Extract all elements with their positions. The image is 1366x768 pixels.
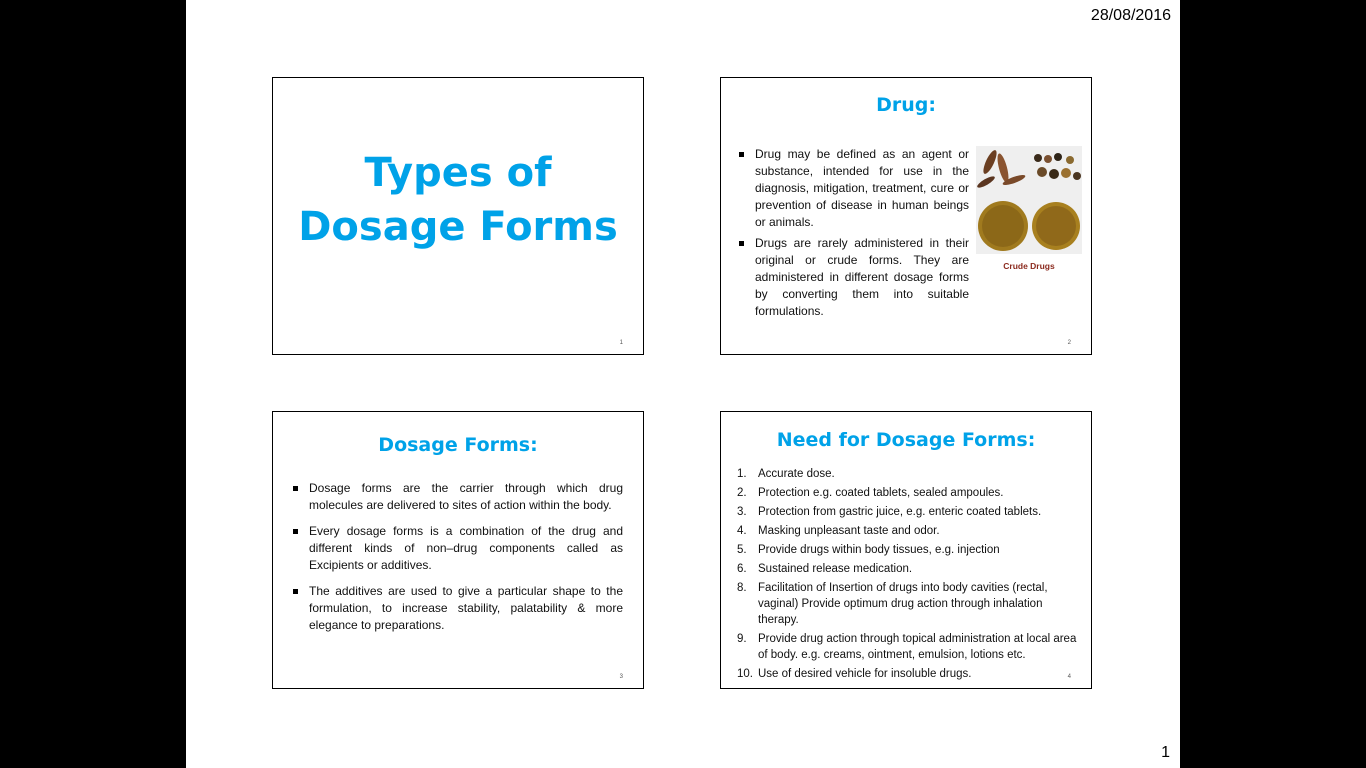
image-caption: Crude Drugs: [1003, 261, 1055, 271]
list-item: 9. Provide drug action through topical administration at local area of body. e.g. creams, ointment, emulsion, lotions etc.: [737, 633, 1077, 661]
slide-2-title: Drug:: [876, 94, 936, 116]
bullet: Drug may be defined as an agent or substance, intended for use in the diagnosis, mitigation, treatment, cure or prevention of disease in human beings or animals.: [737, 146, 969, 231]
slide-2[interactable]: [720, 77, 1092, 355]
slide-number: 4: [1067, 674, 1071, 680]
list-item: 6. Sustained release medication.: [737, 563, 913, 575]
bullet: Dosage forms are the carrier through which drug molecules are delivered to sites of action within the body.: [291, 480, 623, 514]
slide-4[interactable]: [720, 411, 1092, 689]
list-item: 8. Facilitation of Insertion of drugs into body cavities (rectal, vaginal) Provide optimum drug action through inhalation therapy.: [737, 582, 1048, 626]
print-date: 28/08/2016: [1090, 7, 1171, 24]
bullet: Drugs are rarely administered in their original or crude forms. They are administered in different dosage forms by converting them into suitable formulations.: [737, 235, 969, 320]
list-item: 2. Protection e.g. coated tablets, sealed ampoules.: [737, 487, 1004, 499]
slide-3-title: Dosage Forms:: [378, 434, 538, 456]
crude-drugs-image: [976, 146, 1082, 254]
slide-4-title: Need for Dosage Forms:: [776, 429, 1036, 451]
slide-number: 3: [619, 674, 623, 680]
slide-1[interactable]: [272, 77, 644, 355]
list-item: 5. Provide drugs within body tissues, e.g. injection: [737, 544, 1000, 556]
slide-number: 1: [619, 340, 623, 346]
slide-3-bullets: [291, 480, 623, 634]
slide-3[interactable]: [272, 411, 644, 689]
list-item: 4. Masking unpleasant taste and odor.: [737, 525, 940, 537]
slide-4-list: [737, 466, 1081, 685]
slide-2-bullets: [737, 146, 969, 320]
list-item: 10. Use of desired vehicle for insoluble drugs.: [737, 668, 972, 680]
bullet: Every dosage forms is a combination of the drug and different kinds of non–drug components called as Excipients or additives.: [291, 523, 623, 574]
list-item: 1. Accurate dose.: [737, 468, 835, 480]
list-item: 3. Protection from gastric juice, e.g. enteric coated tablets.: [737, 506, 1042, 518]
bullet: The additives are used to give a particular shape to the formulation, to increase stability, palatability & more elegance to preparations.: [291, 583, 623, 634]
page-number: 1: [1161, 744, 1170, 761]
slide-number: 2: [1067, 340, 1071, 346]
handout-page: [186, 0, 1180, 768]
slide-1-title: Types of Dosage Forms: [298, 150, 618, 250]
